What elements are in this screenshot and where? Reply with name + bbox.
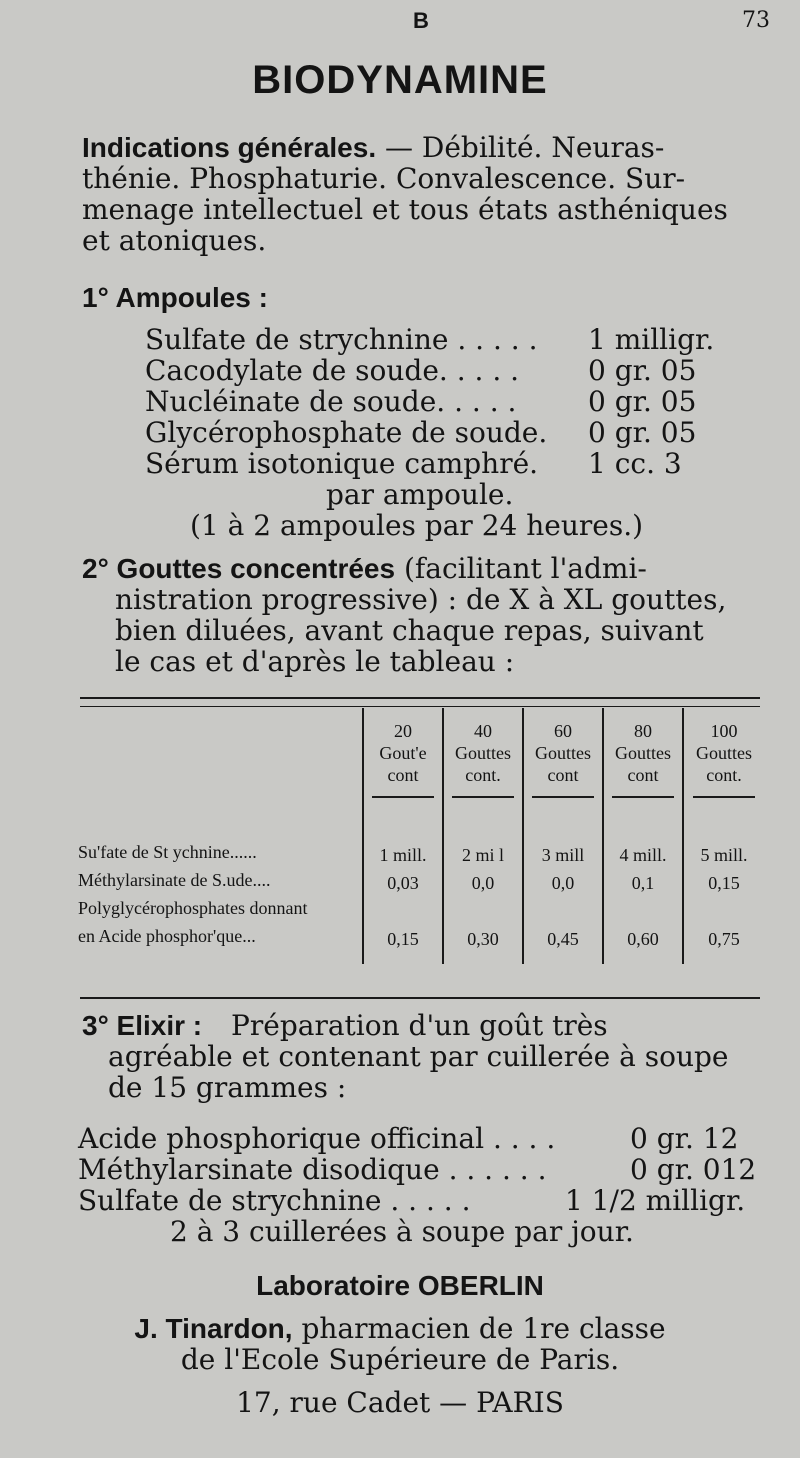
- table-header-20: [363, 708, 443, 838]
- elixir-heading: 3° Elixir :: [82, 1010, 203, 1041]
- header-underline: [693, 796, 755, 798]
- row-label: Su'fate de St ychnine......: [78, 841, 257, 862]
- row-label: Polyglycérophosphates donnant: [78, 897, 308, 918]
- ampoule-posology: (1 à 2 ampoules par 24 heures.): [190, 509, 644, 542]
- ampoule-item-name: Nucléinate de soude. . . . .: [145, 385, 517, 418]
- elixir-item-name: Sulfate de strychnine . . . . .: [78, 1184, 471, 1217]
- table-cell: 0,03: [363, 866, 443, 894]
- col-suffix: cont.: [706, 765, 742, 785]
- col-unit: Gouttes: [696, 743, 752, 763]
- table-spacer-row: [78, 950, 764, 964]
- ampoules-heading: 1° Ampoules :: [82, 282, 268, 313]
- indications-line-4: et atoniques.: [82, 224, 267, 257]
- table-cell: 2 mi l: [443, 838, 523, 866]
- page-number: 73: [742, 8, 770, 33]
- indications-line-2: thénie. Phosphaturie. Convalescence. Sur-: [82, 162, 686, 195]
- ampoule-item-name: Cacodylate de soude. . . . .: [145, 354, 520, 387]
- table-header-80: [603, 708, 683, 838]
- elixir-item-dose: 0 gr. 12: [630, 1122, 739, 1155]
- ampoule-item-dose: 1 cc. 3: [588, 447, 682, 480]
- ampoule-item-1: [145, 324, 537, 355]
- table-cell: 0,1: [603, 866, 683, 894]
- lab-name: Laboratoire OBERLIN: [256, 1270, 544, 1301]
- table-top-rule-2: [80, 706, 760, 707]
- table-cell: 0,15: [363, 922, 443, 950]
- ampoule-item-2: [145, 355, 519, 386]
- table-header-blank: [78, 708, 363, 838]
- elixir-line-3: de 15 grammes :: [108, 1071, 347, 1104]
- elixir-text-1: Préparation d'un goût très: [231, 1009, 608, 1042]
- table-header-100: [683, 708, 764, 838]
- table-header-60: [523, 708, 603, 838]
- table-cell: 5 mill.: [683, 838, 764, 866]
- col-suffix: cont.: [465, 765, 501, 785]
- col-unit: Gouttes: [615, 743, 671, 763]
- elixir-line-1: [82, 1010, 608, 1041]
- ampoule-item-name: Sulfate de strychnine . . . . .: [145, 323, 538, 356]
- ampoule-item-dose: 0 gr. 05: [588, 416, 697, 449]
- elixir-item-name: Méthylarsinate disodique . . . . . .: [78, 1153, 547, 1186]
- dosage-table: [78, 708, 764, 964]
- elixir-item-dose: 0 gr. 012: [630, 1153, 757, 1186]
- header-underline: [452, 796, 514, 798]
- header-underline: [532, 796, 594, 798]
- gouttes-text-1: (facilitant l'admi-: [403, 552, 647, 585]
- elixir-line-2: agréable et contenant par cuillerée à soupe: [108, 1040, 729, 1073]
- table-row: [78, 838, 764, 866]
- row-label: Méthylarsinate de S.ude....: [78, 869, 271, 890]
- indications-label: Indications générales.: [82, 132, 377, 163]
- header-underline: [612, 796, 674, 798]
- col-unit: Gouttes: [535, 743, 591, 763]
- elixir-posology: 2 à 3 cuillerées à soupe par jour.: [170, 1215, 634, 1248]
- pharmacist-name: J. Tinardon,: [134, 1313, 293, 1344]
- col-unit: Gouttes: [455, 743, 511, 763]
- ampoule-item-dose: 1 milligr.: [588, 323, 715, 356]
- table-cell: [443, 894, 523, 922]
- pharmacist-title: pharmacien de 1re classe: [301, 1312, 666, 1345]
- col-count: 80: [634, 721, 652, 741]
- ampoule-item-dose: 0 gr. 05: [588, 354, 697, 387]
- table-cell: 4 mill.: [603, 838, 683, 866]
- gouttes-line-2: nistration progressive) : de X à XL gouttes,: [115, 583, 727, 616]
- col-unit: Gout'e: [379, 743, 427, 763]
- table-cell: 0,60: [603, 922, 683, 950]
- table-cell: 0,15: [683, 866, 764, 894]
- table-bottom-rule: [80, 997, 760, 999]
- table-header-row: [78, 708, 764, 838]
- table-cell: [683, 894, 764, 922]
- col-count: 20: [394, 721, 412, 741]
- school-line: de l'Ecole Supérieure de Paris.: [180, 1343, 620, 1376]
- gouttes-line-4: le cas et d'après le tableau :: [115, 645, 515, 678]
- gouttes-heading: 2° Gouttes concentrées: [82, 553, 396, 584]
- table-header-40: [443, 708, 523, 838]
- ampoule-item-4: [145, 417, 547, 448]
- col-suffix: cont: [387, 765, 419, 785]
- table-cell: 0,0: [523, 866, 603, 894]
- pharmacist-line: [0, 1313, 800, 1344]
- col-count: 100: [710, 721, 738, 741]
- indications-line-3: menage intellectuel et tous états asthéniques: [82, 193, 728, 226]
- table-cell: 1 mill.: [363, 838, 443, 866]
- ampoule-item-dose: 0 gr. 05: [588, 385, 697, 418]
- table-cell: 3 mill: [523, 838, 603, 866]
- header-underline: [372, 796, 434, 798]
- table-cell: 0,75: [683, 922, 764, 950]
- col-suffix: cont: [627, 765, 659, 785]
- elixir-item-name: Acide phosphorique officinal . . . .: [78, 1122, 556, 1155]
- col-count: 40: [474, 721, 492, 741]
- elixir-item-dose: 1 1/2 milligr.: [565, 1184, 746, 1217]
- table-cell: 0,45: [523, 922, 603, 950]
- table-row: [78, 894, 764, 922]
- table-cell: 0,30: [443, 922, 523, 950]
- table-cell: 0,0: [443, 866, 523, 894]
- ampoule-item-3: [145, 386, 516, 417]
- table-row: [78, 922, 764, 950]
- page-title: BIODYNAMINE: [252, 58, 548, 102]
- ampoule-item-name: Glycérophosphate de soude.: [145, 416, 548, 449]
- table-cell: [363, 894, 443, 922]
- col-suffix: cont: [547, 765, 579, 785]
- table-cell: [603, 894, 683, 922]
- ampoule-per-unit: par ampoule.: [326, 478, 514, 511]
- table-top-rule: [80, 697, 760, 699]
- row-label: en Acide phosphor'que...: [78, 925, 256, 946]
- ampoule-item-name: Sérum isotonique camphré.: [145, 447, 539, 480]
- gouttes-line-1: [82, 553, 647, 584]
- indications-line-1: [82, 132, 664, 163]
- table-cell: [523, 894, 603, 922]
- address-line: 17, rue Cadet — PARIS: [236, 1386, 564, 1419]
- section-letter: B: [413, 8, 429, 33]
- gouttes-line-3: bien diluées, avant chaque repas, suivant: [115, 614, 704, 647]
- indications-text-1: — Débilité. Neuras-: [385, 131, 665, 164]
- ampoule-item-5: [145, 448, 538, 479]
- col-count: 60: [554, 721, 572, 741]
- table-row: [78, 866, 764, 894]
